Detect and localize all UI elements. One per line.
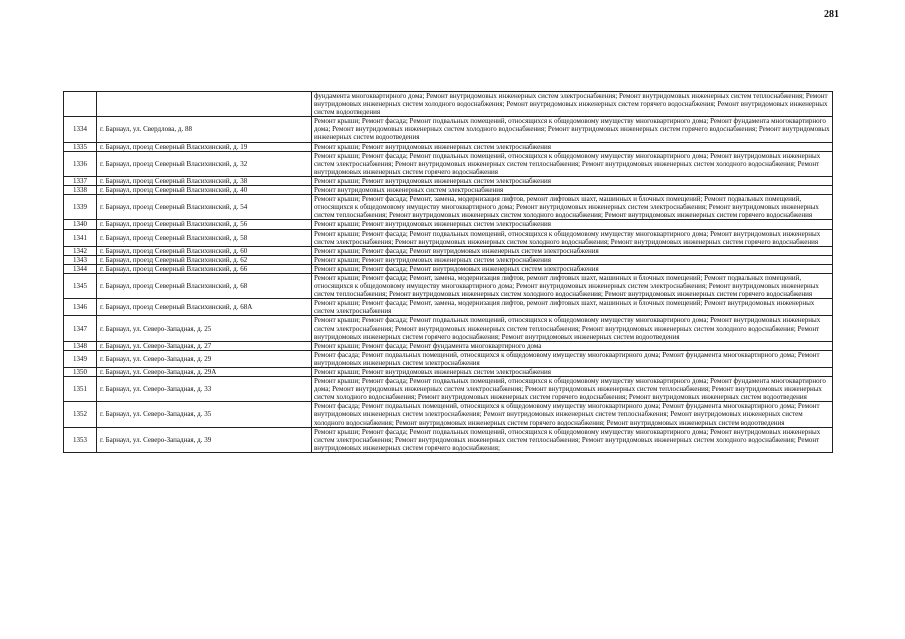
- table-row: [64, 264, 833, 273]
- row-number-cell: 1353: [64, 427, 97, 452]
- row-number-cell: 1338: [64, 186, 97, 195]
- row-number-cell: 1335: [64, 142, 97, 151]
- row-number-cell: 1349: [64, 350, 97, 367]
- works-list-cell: Ремонт крыши; Ремонт фасада; Ремонт подвальных помещений, относящихся к общедомовому имуществу многоквартирного дома; Ремонт внутридомовых инженерных систем электроснабжения; Ремонт внутридомовых инженерных систем теплоснабжения; Ремонт внутридомовых инженерных систем холодного водоснабжения; Ремонт внутридомовых инженерных систем горячего водоснабжения: [312, 151, 833, 176]
- row-number-cell: 1345: [64, 273, 97, 298]
- address-cell: г. Барнаул, проезд Северный Власихинский, д. 58: [97, 229, 312, 246]
- table-row: [64, 92, 833, 117]
- row-number-cell: 1350: [64, 368, 97, 377]
- row-number-cell: 1346: [64, 299, 97, 316]
- works-list-cell: Ремонт крыши; Ремонт фасада; Ремонт, замена, модернизация лифтов, ремонт лифтовых шахт, машинных и блочных помещений; Ремонт подвальных помещений, относящихся к общедомовому имуществу многоквартирного дома; Ремонт внутридомовых инженерных систем электроснабжения; Ремонт внутридомовых инженерных систем теплоснабжения; Ремонт внутридомовых инженерных систем холодного водоснабжения; Ремонт внутридомовых инженерных систем горячего водоснабжения: [312, 195, 833, 220]
- address-cell: г. Барнаул, ул. Северо-Западная, д. 35: [97, 402, 312, 427]
- row-number-cell: 1340: [64, 220, 97, 229]
- row-number-cell: 1336: [64, 151, 97, 176]
- works-list-cell: Ремонт крыши; Ремонт внутридомовых инженерных систем электроснабжения: [312, 368, 833, 377]
- works-list-cell: Ремонт крыши; Ремонт фасада; Ремонт подвальных помещений, относящихся к общедомовому имуществу многоквартирного дома; Ремонт внутридомовых инженерных систем электроснабжения; Ремонт внутридомовых инженерных систем холодного водоснабжения; Ремонт внутридомовых инженерных систем горячего водоснабжения: [312, 229, 833, 246]
- works-list-cell: Ремонт крыши; Ремонт внутридомовых инженерных систем электроснабжения: [312, 176, 833, 185]
- table-row: [64, 427, 833, 452]
- row-number-cell: 1337: [64, 176, 97, 185]
- address-cell: г. Барнаул, проезд Северный Власихинский, д. 54: [97, 195, 312, 220]
- works-list-cell: Ремонт крыши; Ремонт фасада; Ремонт подвальных помещений, относящихся к общедомовому имуществу многоквартирного дома; Ремонт внутридомовых инженерных систем электроснабжения; Ремонт внутридомовых инженерных систем теплоснабжения; Ремонт внутридомовых инженерных систем холодного водоснабжения; Ремонт внутридомовых инженерных систем горячего водоснабжения;: [312, 427, 833, 452]
- works-list-cell: Ремонт фасада; Ремонт подвальных помещений, относящихся к общедомовому имуществу многоквартирного дома; Ремонт фундамента многоквартирного дома; Ремонт внутридомовых инженерных систем электроснабжения; Ремонт внутридомовых инженерных систем теплоснабжения; Ремонт внутридомовых инженерных систем холодного водоснабжения; Ремонт внутридомовых инженерных систем горячего водоснабжения; Ремонт внутридомовых инженерных систем водоотведения: [312, 402, 833, 427]
- table-row: [64, 195, 833, 220]
- table-row: [64, 117, 833, 142]
- table-row: [64, 368, 833, 377]
- works-list-cell: Ремонт крыши; Ремонт фасада; Ремонт внутридомовых инженерных систем электроснабжения: [312, 246, 833, 255]
- row-number-cell: 1347: [64, 316, 97, 341]
- address-cell: г. Барнаул, проезд Северный Власихинский, д. 38: [97, 176, 312, 185]
- repair-register-table: [63, 91, 833, 453]
- works-list-cell: Ремонт крыши; Ремонт внутридомовых инженерных систем электроснабжения: [312, 220, 833, 229]
- table-row: [64, 186, 833, 195]
- address-cell: г. Барнаул, проезд Северный Власихинский, д. 68А: [97, 299, 312, 316]
- works-list-cell: Ремонт крыши; Ремонт фасада; Ремонт подвальных помещений, относящихся к общедомовому имуществу многоквартирного дома; Ремонт фундамента многоквартирного дома; Ремонт внутридомовых инженерных систем холодного водоснабжения; Ремонт внутридомовых инженерных систем горячего водоснабжения; Ремонт внутридомовых инженерных систем водоотведения: [312, 117, 833, 142]
- address-cell: г. Барнаул, ул. Свердлова, д. 88: [97, 117, 312, 142]
- table-row: [64, 350, 833, 367]
- works-list-cell: Ремонт фасада; Ремонт подвальных помещений, относящихся к общедомовому имуществу многоквартирного дома; Ремонт фундамента многоквартирного дома; Ремонт внутридомовых инженерных систем электроснабжения: [312, 350, 833, 367]
- works-list-cell: Ремонт крыши; Ремонт фасада; Ремонт подвальных помещений, относящихся к общедомовому имуществу многоквартирного дома; Ремонт фундамента многоквартирного дома; Ремонт внутридомовых инженерных систем электроснабжения; Ремонт внутридомовых инженерных систем теплоснабжения; Ремонт внутридомовых инженерных систем холодного водоснабжения; Ремонт внутридомовых инженерных систем горячего водоснабжения; Ремонт внутридомовых инженерных систем водоотведения: [312, 377, 833, 402]
- row-number-cell: 1339: [64, 195, 97, 220]
- address-cell: г. Барнаул, проезд Северный Власихинский, д. 68: [97, 273, 312, 298]
- page-number: 281: [824, 9, 839, 20]
- works-list-cell: Ремонт крыши; Ремонт фасада; Ремонт внутридомовых инженерных систем электроснабжения: [312, 264, 833, 273]
- works-list-cell: Ремонт крыши; Ремонт фасада; Ремонт, замена, модернизация лифтов, ремонт лифтовых шахт, машинных и блочных помещений; Ремонт внутридомовых инженерных систем электроснабжения: [312, 299, 833, 316]
- table-row: [64, 176, 833, 185]
- address-cell: г. Барнаул, ул. Северо-Западная, д. 29А: [97, 368, 312, 377]
- address-cell: г. Барнаул, ул. Северо-Западная, д. 29: [97, 350, 312, 367]
- table-row: [64, 377, 833, 402]
- works-list-cell: Ремонт крыши; Ремонт внутридомовых инженерных систем электроснабжения: [312, 142, 833, 151]
- row-number-cell: 1351: [64, 377, 97, 402]
- table-row: [64, 255, 833, 264]
- table-row: [64, 229, 833, 246]
- table-row: [64, 220, 833, 229]
- address-cell: г. Барнаул, проезд Северный Власихинский, д. 62: [97, 255, 312, 264]
- row-number-cell: [64, 92, 97, 117]
- address-cell: г. Барнаул, проезд Северный Власихинский, д. 56: [97, 220, 312, 229]
- address-cell: г. Барнаул, ул. Северо-Западная, д. 27: [97, 341, 312, 350]
- works-list-cell: Ремонт крыши; Ремонт фасада; Ремонт фундамента многоквартирного дома: [312, 341, 833, 350]
- table-row: [64, 341, 833, 350]
- row-number-cell: 1341: [64, 229, 97, 246]
- table-row: [64, 151, 833, 176]
- address-cell: г. Барнаул, ул. Северо-Западная, д. 39: [97, 427, 312, 452]
- table-row: [64, 316, 833, 341]
- address-cell: г. Барнаул, проезд Северный Власихинский, д. 19: [97, 142, 312, 151]
- address-cell: [97, 92, 312, 117]
- row-number-cell: 1344: [64, 264, 97, 273]
- table-row: [64, 402, 833, 427]
- works-list-cell: Ремонт внутридомовых инженерных систем электроснабжения: [312, 186, 833, 195]
- row-number-cell: 1334: [64, 117, 97, 142]
- address-cell: г. Барнаул, проезд Северный Власихинский, д. 32: [97, 151, 312, 176]
- address-cell: г. Барнаул, проезд Северный Власихинский, д. 60: [97, 246, 312, 255]
- row-number-cell: 1352: [64, 402, 97, 427]
- register-body: [64, 92, 833, 453]
- address-cell: г. Барнаул, ул. Северо-Западная, д. 25: [97, 316, 312, 341]
- row-number-cell: 1342: [64, 246, 97, 255]
- address-cell: г. Барнаул, проезд Северный Власихинский, д. 40: [97, 186, 312, 195]
- works-list-cell: Ремонт крыши; Ремонт внутридомовых инженерных систем электроснабжения: [312, 255, 833, 264]
- works-list-cell: Ремонт крыши; Ремонт фасада; Ремонт, замена, модернизация лифтов, ремонт лифтовых шахт, машинных и блочных помещений; Ремонт подвальных помещений, относящихся к общедомовому имуществу многоквартирного дома; Ремонт внутридомовых инженерных систем электроснабжения; Ремонт внутридомовых инженерных систем теплоснабжения; Ремонт внутридомовых инженерных систем холодного водоснабжения; Ремонт внутридомовых инженерных систем горячего водоснабжения: [312, 273, 833, 298]
- table-row: [64, 142, 833, 151]
- table-row: [64, 299, 833, 316]
- address-cell: г. Барнаул, проезд Северный Власихинский, д. 66: [97, 264, 312, 273]
- table-row: [64, 246, 833, 255]
- row-number-cell: 1348: [64, 341, 97, 350]
- row-number-cell: 1343: [64, 255, 97, 264]
- works-list-cell: фундамента многоквартирного дома; Ремонт внутридомовых инженерных систем электроснабжения; Ремонт внутридомовых инженерных систем теплоснабжения; Ремонт внутридомовых инженерных систем холодного водоснабжения; Ремонт внутридомовых инженерных систем горячего водоснабжения; Ремонт внутридомовых инженерных систем водоотведения: [312, 92, 833, 117]
- works-list-cell: Ремонт крыши; Ремонт фасада; Ремонт подвальных помещений, относящихся к общедомовому имуществу многоквартирного дома; Ремонт внутридомовых инженерных систем электроснабжения; Ремонт внутридомовых инженерных систем теплоснабжения; Ремонт внутридомовых инженерных систем холодного водоснабжения; Ремонт внутридомовых инженерных систем горячего водоснабжения; Ремонт внутридомовых инженерных систем водоотведения: [312, 316, 833, 341]
- address-cell: г. Барнаул, ул. Северо-Западная, д. 33: [97, 377, 312, 402]
- table-row: [64, 273, 833, 298]
